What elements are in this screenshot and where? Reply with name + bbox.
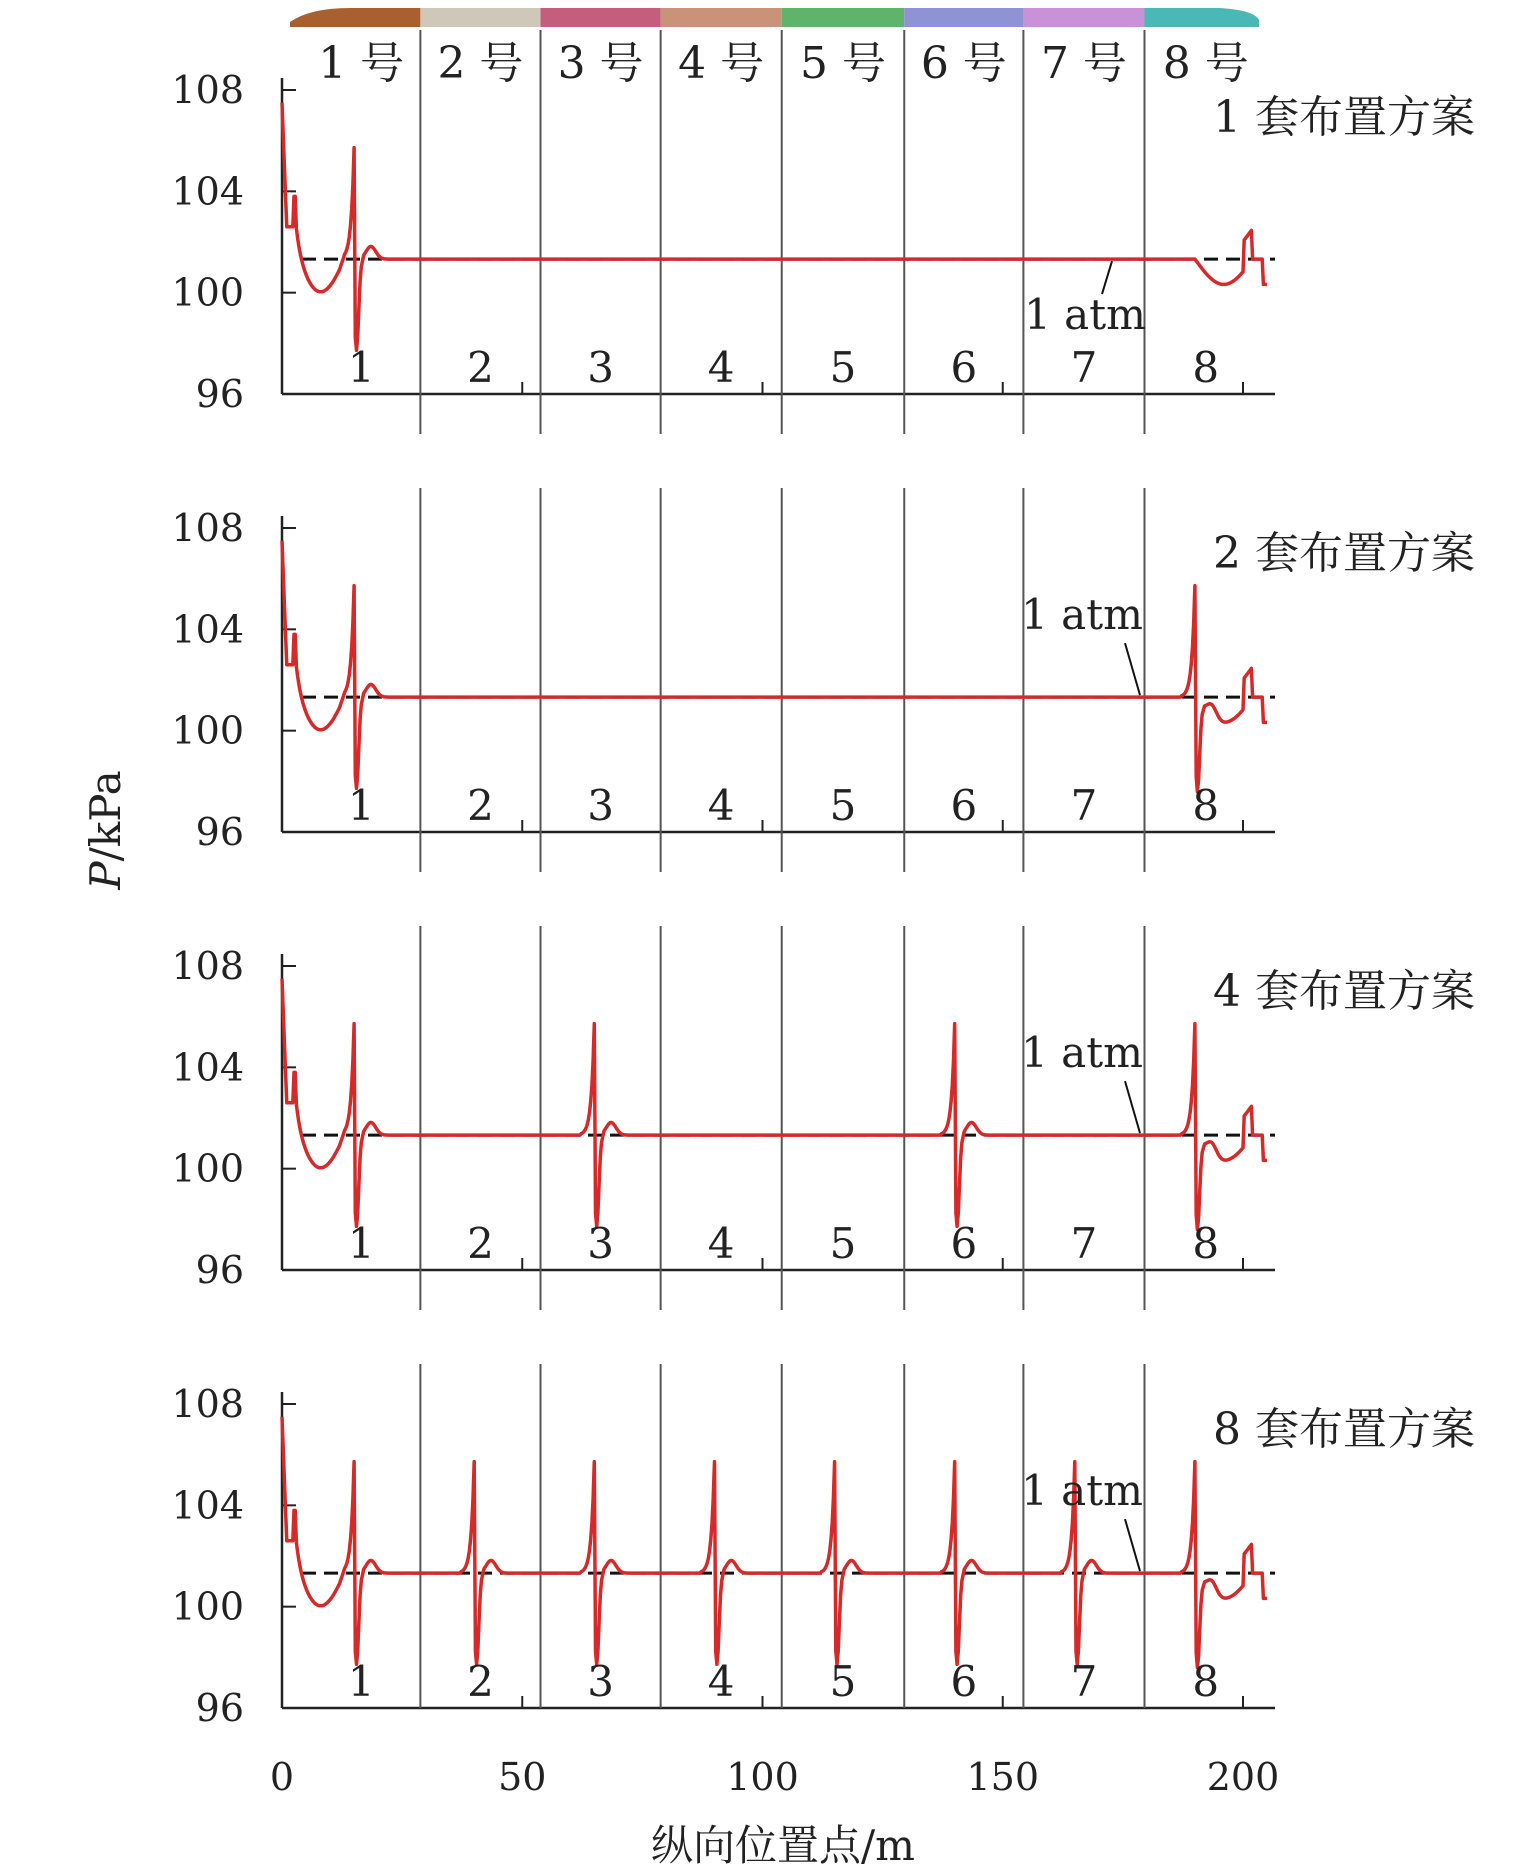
y-tick-label: 100 <box>171 1146 244 1191</box>
train-car-label: 5 号 <box>799 38 886 89</box>
segment-label: 6 <box>950 781 978 830</box>
segment-label: 5 <box>829 1657 857 1706</box>
segment-label: 1 <box>347 343 375 392</box>
panel-2 <box>171 488 1475 872</box>
panel-4 <box>171 1364 1475 1730</box>
segment-label: 5 <box>829 1219 857 1268</box>
segment-label: 2 <box>467 343 494 392</box>
x-tick-label: 200 <box>1206 1755 1280 1799</box>
y-tick-label: 108 <box>171 68 244 112</box>
segment-label: 7 <box>1070 1219 1098 1268</box>
segment-label: 8 <box>1192 343 1220 392</box>
panel-scheme-title: 2 套布置方案 <box>1213 528 1475 579</box>
y-tick-label: 96 <box>195 1686 244 1730</box>
train-car-3 <box>541 8 661 27</box>
y-tick-label: 100 <box>171 1584 244 1629</box>
train-car-6 <box>904 8 1023 27</box>
segment-label: 6 <box>950 1219 978 1268</box>
reference-line-label: 1 atm <box>1021 1028 1143 1078</box>
train-car-2 <box>420 8 540 27</box>
segment-label: 2 <box>467 1219 494 1268</box>
y-tick-label: 104 <box>171 169 244 214</box>
segment-label: 7 <box>1070 343 1098 392</box>
x-tick-label: 50 <box>498 1755 547 1799</box>
reference-leader-line <box>1125 1081 1140 1133</box>
y-axis-label-unit: /kPa <box>81 770 130 862</box>
y-axis-label <box>81 770 130 890</box>
x-tick-label: 100 <box>726 1755 799 1799</box>
y-tick-label: 108 <box>171 506 244 550</box>
segment-label: 3 <box>587 343 614 392</box>
train-car-label: 3 号 <box>557 38 644 89</box>
segment-label: 2 <box>467 1657 494 1706</box>
segment-label: 3 <box>587 1657 614 1706</box>
train-car-label: 4 号 <box>678 38 765 89</box>
reference-line-label: 1 atm <box>1024 290 1146 340</box>
pressure-series-line <box>282 541 1267 792</box>
y-tick-label: 104 <box>171 607 244 652</box>
segment-label: 8 <box>1192 1657 1220 1706</box>
segment-label: 8 <box>1192 781 1220 830</box>
x-axis-label: 纵向位置点/m <box>651 1821 915 1870</box>
pressure-series-line <box>282 979 1267 1230</box>
train-car-5 <box>782 8 905 27</box>
y-tick-label: 96 <box>195 810 244 854</box>
y-tick-label: 108 <box>171 944 244 988</box>
segment-label: 5 <box>829 781 857 830</box>
y-tick-label: 96 <box>195 1248 244 1292</box>
segment-label: 4 <box>707 781 735 830</box>
reference-line-label: 1 atm <box>1021 590 1143 640</box>
panel-3 <box>171 926 1475 1310</box>
segment-label: 5 <box>829 343 857 392</box>
y-axis-label-symbol: P <box>81 861 130 890</box>
segment-label: 4 <box>707 1219 735 1268</box>
reference-line-label: 1 atm <box>1021 1466 1143 1516</box>
segment-label: 8 <box>1192 1219 1220 1268</box>
segment-label: 1 <box>347 1219 375 1268</box>
x-axis <box>270 1755 1279 1799</box>
segment-label: 2 <box>467 781 494 830</box>
panel-scheme-title: 4 套布置方案 <box>1213 966 1475 1017</box>
panel-1 <box>171 30 1475 434</box>
segment-label: 7 <box>1070 1657 1098 1706</box>
x-tick-label: 150 <box>966 1755 1040 1799</box>
y-tick-label: 108 <box>171 1382 244 1426</box>
segment-label: 6 <box>950 1657 978 1706</box>
y-tick-label: 100 <box>171 270 244 315</box>
reference-leader-line <box>1125 1519 1140 1571</box>
segment-label: 4 <box>707 1657 735 1706</box>
y-tick-label: 104 <box>171 1045 244 1090</box>
segment-label: 7 <box>1070 781 1098 830</box>
panel-scheme-title: 8 套布置方案 <box>1213 1404 1475 1455</box>
pressure-series-line <box>282 1417 1267 1668</box>
y-tick-label: 96 <box>195 372 244 416</box>
train-car-1 <box>290 8 420 27</box>
segment-label: 1 <box>347 1657 375 1706</box>
train-car-label: 1 号 <box>318 38 405 89</box>
y-tick-label: 100 <box>171 708 244 753</box>
segment-label: 3 <box>587 1219 614 1268</box>
chart-panels <box>171 30 1475 1730</box>
train-car-label: 2 号 <box>437 38 524 89</box>
train-car-label: 6 号 <box>920 38 1007 89</box>
segment-label: 1 <box>347 781 375 830</box>
x-tick-label: 0 <box>269 1755 295 1799</box>
reference-leader-line <box>1125 643 1140 695</box>
panel-scheme-title: 1 套布置方案 <box>1213 92 1475 143</box>
segment-label: 3 <box>587 781 614 830</box>
segment-label: 6 <box>950 343 978 392</box>
y-tick-label: 104 <box>171 1483 244 1528</box>
train-car-4 <box>661 8 782 27</box>
train-car-bar <box>290 8 1259 27</box>
train-car-labels <box>318 38 1249 89</box>
train-car-label: 7 号 <box>1040 38 1127 89</box>
segment-label: 4 <box>707 343 735 392</box>
train-car-7 <box>1023 8 1144 27</box>
train-car-8 <box>1144 8 1259 27</box>
train-car-label: 8 号 <box>1162 38 1249 89</box>
